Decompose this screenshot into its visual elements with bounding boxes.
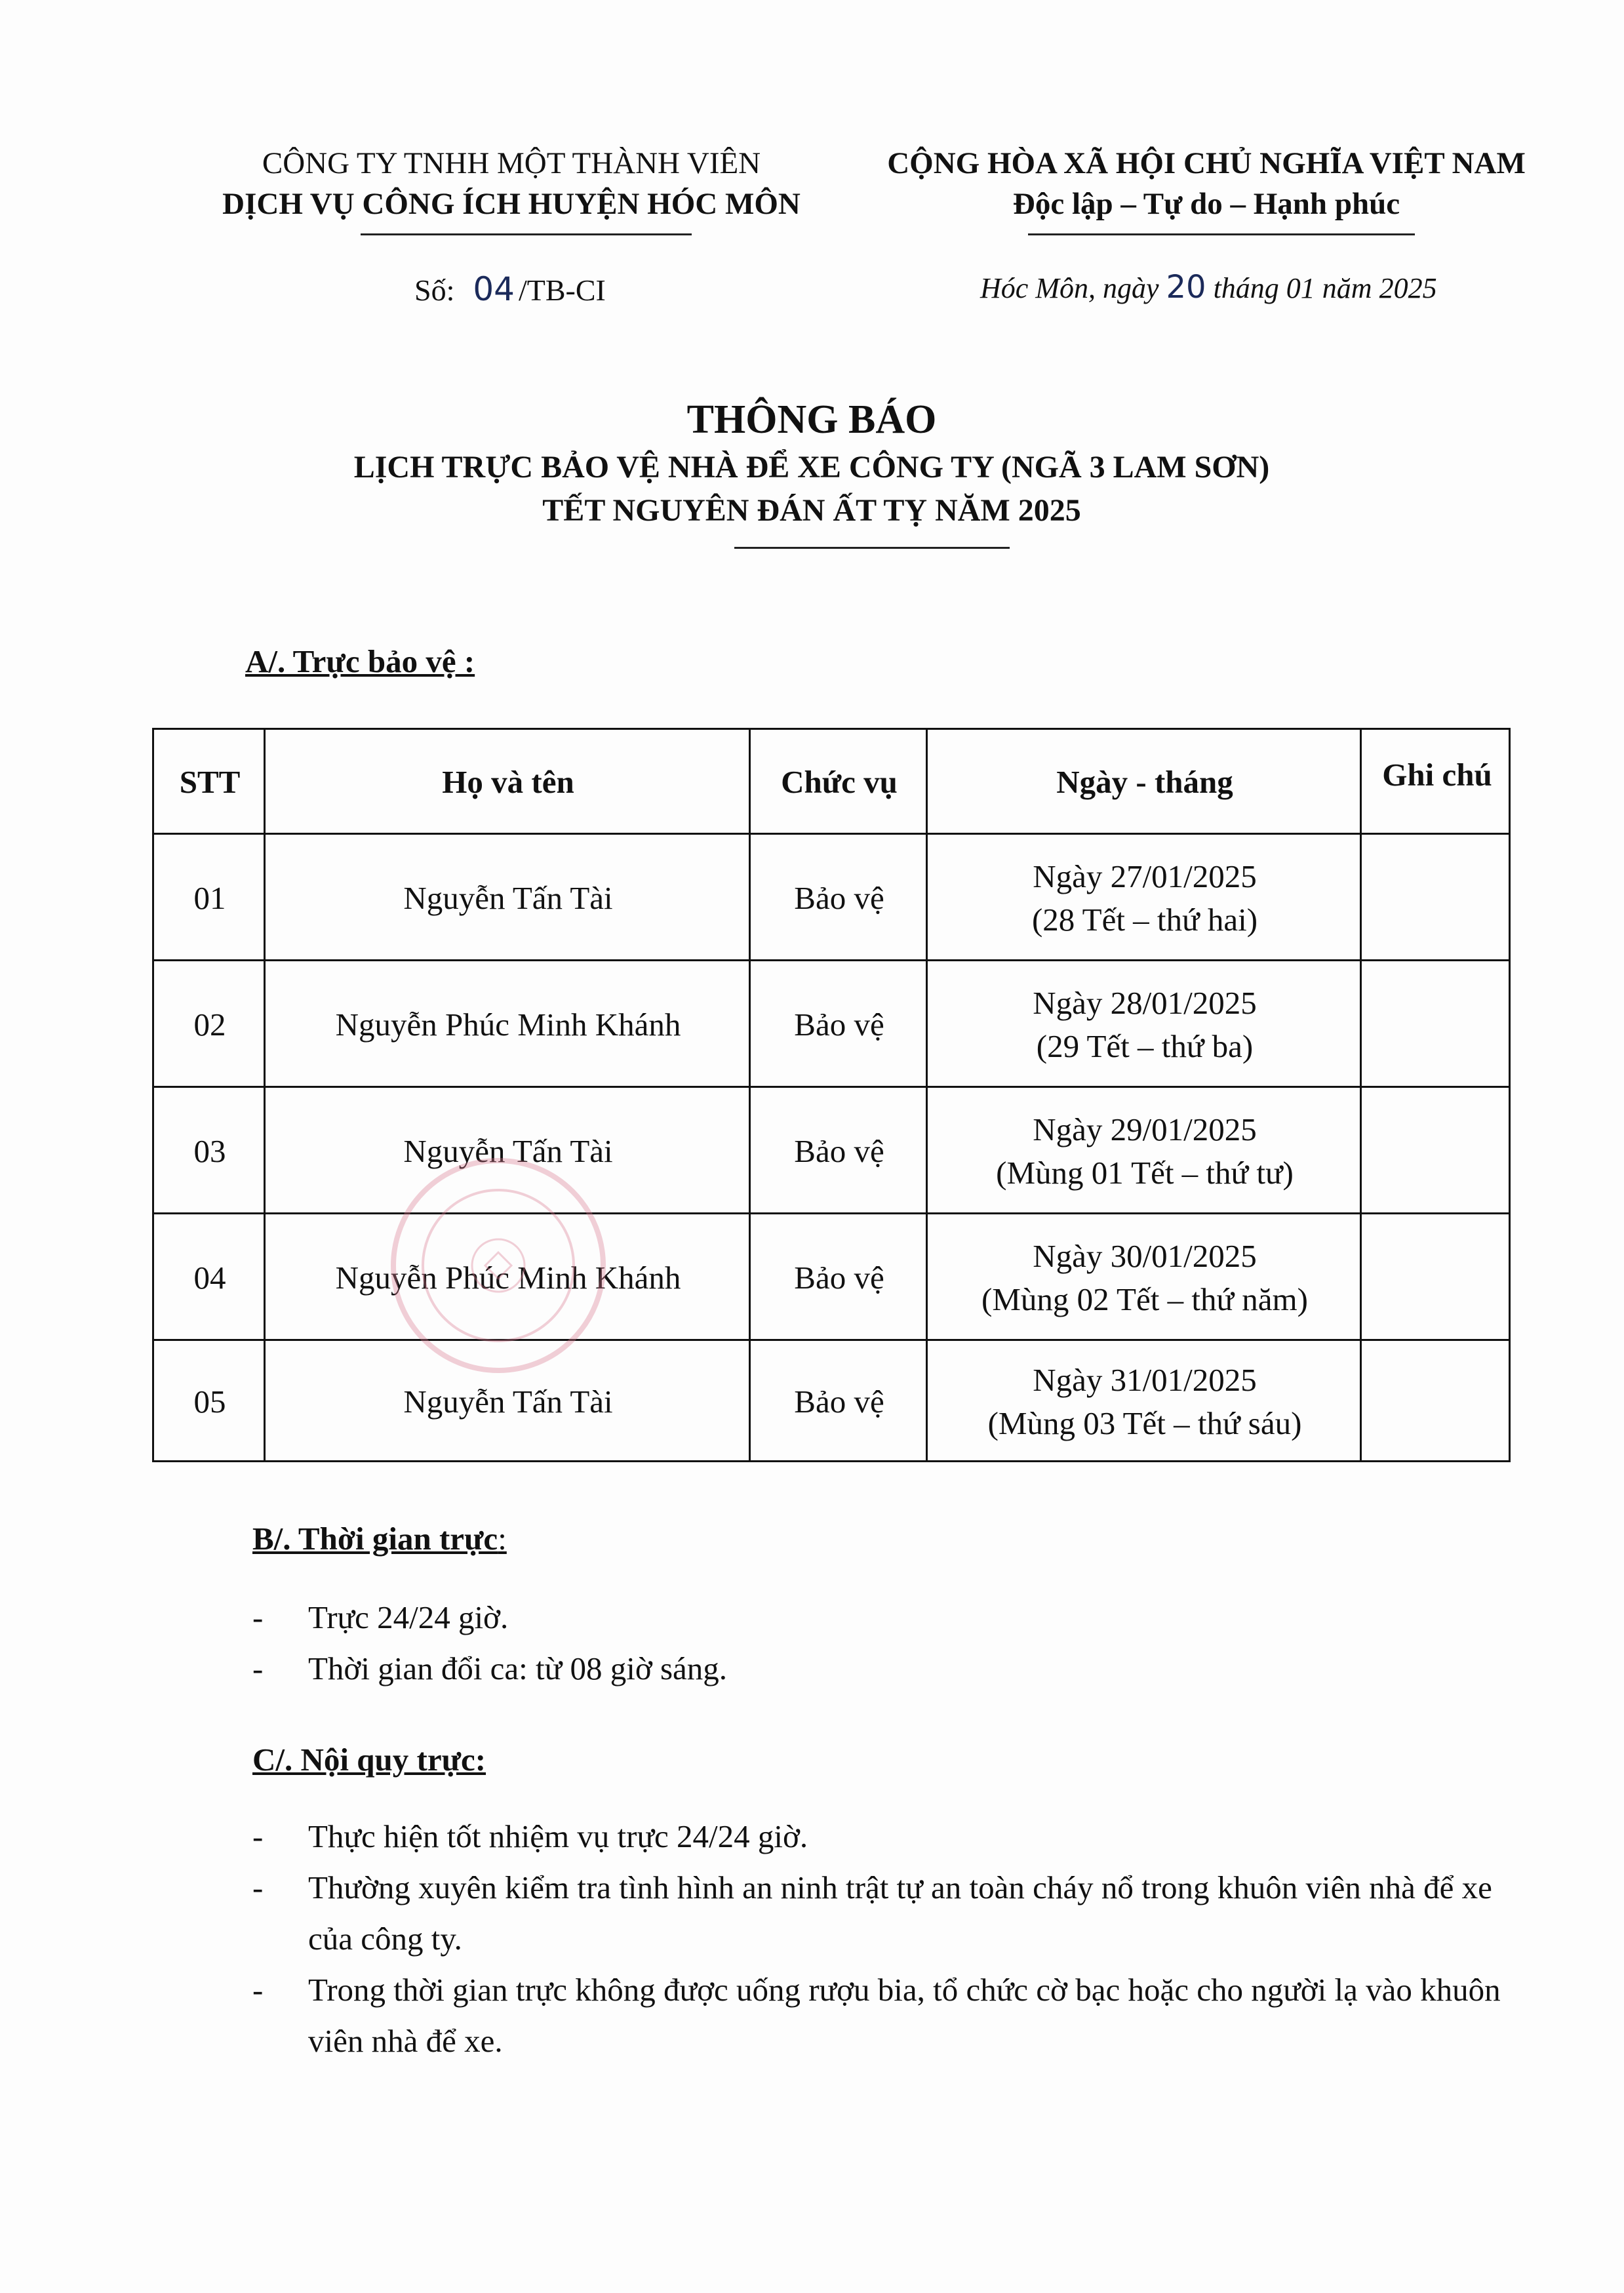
row4-name: Nguyễn Phúc Minh Khánh (335, 1259, 681, 1296)
list-item-text: Thường xuyên kiểm tra tình hình an ninh trật tự an toàn cháy nổ trong khuôn viên nhà để xe của công ty. (308, 1869, 1492, 1957)
header-stt: STT (179, 764, 241, 800)
title-main: THÔNG BÁO (686, 397, 937, 442)
row2-date-line1: Ngày 28/01/2025 (1033, 984, 1257, 1021)
bullet-dash: - (252, 1972, 264, 2008)
row2-date-line2: (29 Tết – thứ ba) (1036, 1027, 1254, 1064)
title-underline (734, 547, 1010, 549)
row1-note (1362, 835, 1513, 961)
row3-position: Bảo vệ (794, 1132, 884, 1169)
nation-motto: Độc lập – Tự do – Hạnh phúc (1012, 187, 1400, 221)
row2-date (928, 961, 1362, 1088)
nation-name: CỘNG HÒA XÃ HỘI CHỦ NGHĨA VIỆT NAM (887, 146, 1526, 180)
row3-date (928, 1088, 1362, 1214)
header-date: Ngày - tháng (1056, 764, 1233, 800)
list-item (252, 1862, 1537, 1964)
list-item (252, 1643, 1537, 1694)
row4-date-line1: Ngày 30/01/2025 (1033, 1237, 1257, 1274)
row3-stt: 03 (193, 1132, 226, 1169)
row3-date-line1: Ngày 29/01/2025 (1033, 1111, 1257, 1147)
nation-header-underline (1028, 233, 1415, 235)
section-b-heading (252, 1520, 507, 1557)
nation-header (852, 143, 1560, 224)
list-item (252, 1592, 1537, 1643)
document-number (414, 270, 606, 308)
bullet-dash: - (252, 1599, 264, 1635)
row2-note (1362, 961, 1513, 1088)
date-prefix: Hóc Môn, ngày (980, 272, 1159, 304)
row1-date-line2: (28 Tết – thứ hai) (1031, 901, 1258, 938)
row4-date (928, 1214, 1362, 1341)
row3-date-line2: (Mùng 01 Tết – thứ tư) (996, 1154, 1294, 1191)
row1-date-line1: Ngày 27/01/2025 (1033, 858, 1257, 894)
list-item-text: Trực 24/24 giờ. (308, 1599, 509, 1635)
row5-position: Bảo vệ (794, 1383, 884, 1420)
row4-stt: 04 (193, 1259, 226, 1296)
title-block (156, 393, 1467, 532)
row5-date (928, 1341, 1362, 1462)
list-item-text: Trong thời gian trực không được uống rượu bia, tổ chức cờ bạc hoặc cho người lạ vào khuôn viên nhà để xe. (308, 1972, 1501, 2059)
section-b-heading-colon: : (498, 1521, 507, 1557)
row1-date (928, 835, 1362, 961)
row5-note (1362, 1341, 1513, 1462)
bullet-dash: - (252, 1818, 264, 1854)
header-note: Ghi chú (1382, 757, 1492, 793)
list-item (252, 1964, 1537, 2067)
header-position: Chức vụ (781, 764, 898, 800)
section-a-heading: A/. Trực bảo vệ : (245, 643, 475, 679)
row1-name: Nguyễn Tấn Tài (403, 879, 613, 916)
row5-date-line2: (Mùng 03 Tết – thứ sáu) (987, 1405, 1302, 1441)
bullet-dash: - (252, 1869, 264, 1905)
section-b-heading-text: B/. Thời gian trực (252, 1521, 498, 1557)
list-item-text: Thời gian đổi ca: từ 08 giờ sáng. (308, 1650, 728, 1686)
duty-schedule-table (152, 728, 1511, 1462)
company-header (151, 143, 872, 224)
document-date (980, 269, 1437, 306)
list-item-text: Thực hiện tốt nhiệm vụ trực 24/24 giờ. (308, 1818, 808, 1854)
company-seal-icon (387, 1154, 610, 1377)
row2-stt: 02 (193, 1006, 226, 1043)
row2-name: Nguyễn Phúc Minh Khánh (335, 1006, 681, 1043)
doc-number-suffix: /TB-CI (519, 273, 606, 307)
section-c-heading: C/. Nội quy trực: (252, 1742, 486, 1778)
row3-note (1362, 1088, 1513, 1214)
row5-date-line1: Ngày 31/01/2025 (1033, 1361, 1257, 1398)
header-name: Họ và tên (442, 764, 574, 800)
row5-name: Nguyễn Tấn Tài (403, 1383, 613, 1420)
doc-number-handwritten: 04 (473, 270, 515, 308)
section-c-list (252, 1811, 1537, 2067)
list-item (252, 1811, 1537, 1862)
company-name-line2: DỊCH VỤ CÔNG ÍCH HUYỆN HÓC MÔN (222, 187, 801, 221)
row4-position: Bảo vệ (794, 1259, 884, 1296)
date-day-handwritten: 20 (1166, 269, 1206, 306)
title-subtitle-1: LỊCH TRỰC BẢO VỆ NHÀ ĐỂ XE CÔNG TY (NGÃ 3 LAM SƠN) (353, 450, 1270, 485)
row4-note (1362, 1214, 1513, 1341)
date-suffix: tháng 01 năm 2025 (1213, 272, 1437, 304)
section-b-list (252, 1592, 1537, 1694)
doc-number-prefix: Số: (414, 273, 455, 307)
row4-date-line2: (Mùng 02 Tết – thứ năm) (981, 1281, 1308, 1317)
row1-stt: 01 (193, 879, 226, 916)
row2-position: Bảo vệ (794, 1006, 884, 1043)
company-name-line1: CÔNG TY TNHH MỘT THÀNH VIÊN (262, 146, 761, 180)
row5-stt: 05 (193, 1383, 226, 1420)
company-header-underline (361, 233, 692, 235)
bullet-dash: - (252, 1650, 264, 1686)
title-subtitle-2: TẾT NGUYÊN ĐÁN ẤT TỴ NĂM 2025 (542, 493, 1081, 528)
row3-name: Nguyễn Tấn Tài (403, 1132, 613, 1169)
row1-position: Bảo vệ (794, 879, 884, 916)
